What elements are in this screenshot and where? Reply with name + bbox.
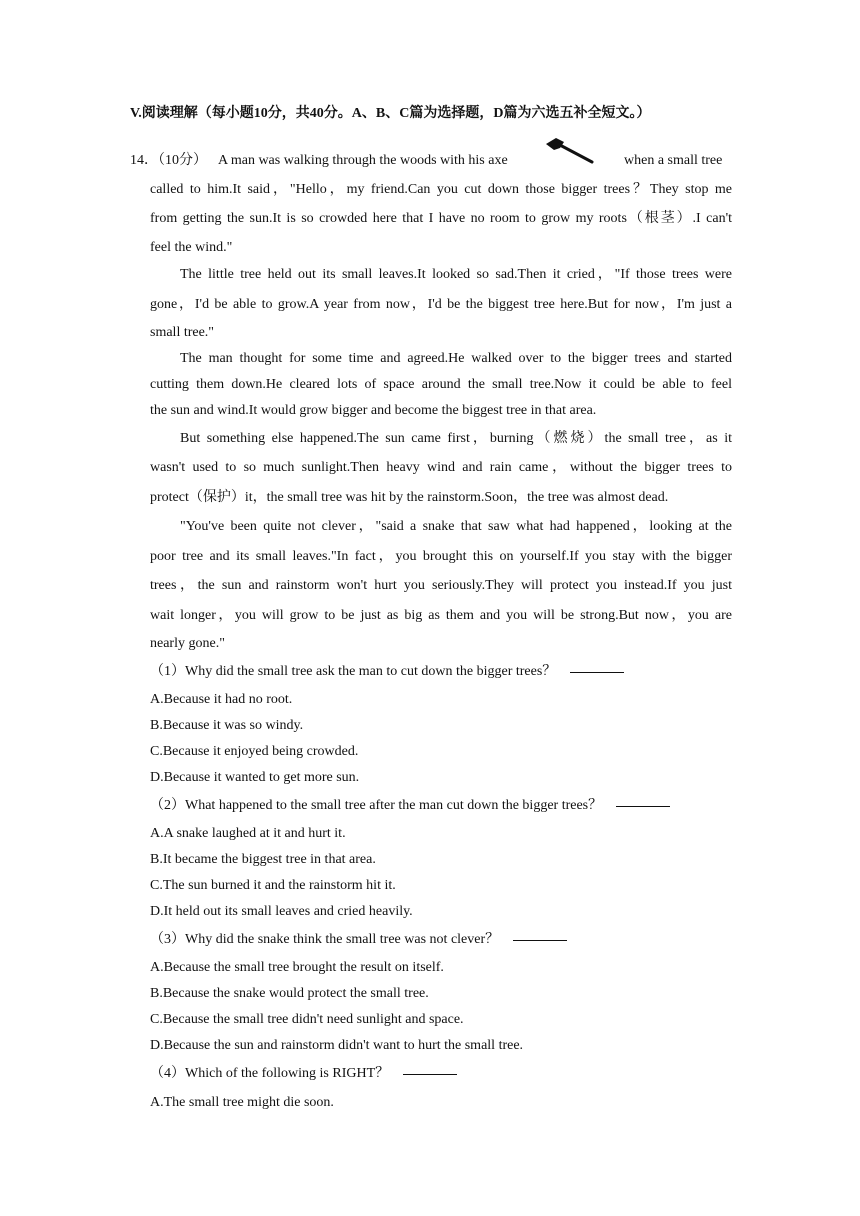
answer-option: A.Because the small tree brought the result on itself. — [150, 960, 444, 975]
answer-option: D.Because it wanted to get more sun. — [150, 770, 360, 785]
answer-option: C.Because it enjoyed being crowded. — [150, 744, 359, 759]
section-title: V.阅读理解（每小题10分，共40分。A、B、C篇为选择题，D篇为六选五补全短文。） — [130, 106, 651, 121]
passage-line: cutting them down.He cleared lots of space around the small tree.Now it could be able to feel — [150, 377, 732, 392]
passage-line: the sun and wind.It would grow bigger and become the biggest tree in that area. — [150, 403, 597, 418]
answer-option: A.The small tree might die soon. — [150, 1095, 334, 1110]
answer-option: A.A snake laughed at it and hurt it. — [150, 826, 346, 841]
answer-blank — [513, 939, 567, 941]
answer-option: D.Because the sun and rainstorm didn't want to hurt the small tree. — [150, 1038, 524, 1053]
subquestion-prompt: （1）Why did the small tree ask the man to cut down the bigger trees？ — [150, 663, 624, 681]
passage-line: from getting the sun.It is so crowded here that I have no room to grow my roots（根茎）.I can't — [150, 211, 732, 226]
passage-line: A man was walking through the woods with his axe — [218, 153, 508, 168]
answer-option: A.Because it had no root. — [150, 692, 293, 707]
passage-line: The little tree held out its small leaves.It looked so sad.Then it cried，"If those trees were — [180, 267, 732, 282]
subquestion-prompt: （4）Which of the following is RIGHT？ — [150, 1065, 457, 1083]
answer-option: B.Because it was so windy. — [150, 718, 304, 733]
passage-line: But something else happened.The sun came first，burning（燃烧）the small tree，as it — [180, 431, 732, 446]
subquestion-prompt: （3）Why did the snake think the small tree was not clever？ — [150, 931, 567, 949]
passage-line: nearly gone." — [150, 636, 225, 651]
answer-blank — [403, 1073, 457, 1075]
passage-line: The man thought for some time and agreed.He walked over to the bigger trees and started — [180, 351, 732, 366]
answer-option: C.Because the small tree didn't need sunlight and space. — [150, 1012, 464, 1027]
passage-line: wasn't used to so much sunlight.Then heavy wind and rain came，without the bigger trees to — [150, 460, 732, 475]
passage-line: poor tree and its small leaves."In fact，you brought this on yourself.If you stay with the bigger — [150, 549, 732, 564]
passage-line: "You've been quite not clever，"said a snake that saw what had happened，looking at the — [180, 519, 732, 534]
subquestion-prompt: （2）What happened to the small tree after the man cut down the bigger trees？ — [150, 797, 670, 815]
question-number: 14．（10分） — [130, 153, 207, 168]
passage-line: wait longer，you will grow to be just as big as them and you will be strong.But now，you are — [150, 608, 732, 623]
answer-blank — [616, 805, 670, 807]
axe-icon — [544, 136, 594, 166]
answer-blank — [570, 671, 624, 673]
passage-line: protect（保护）it，the small tree was hit by the rainstorm.Soon，the tree was almost dead. — [150, 490, 669, 505]
passage-line: when a small tree — [624, 153, 723, 168]
answer-option: C.The sun burned it and the rainstorm hit it. — [150, 878, 396, 893]
passage-line: feel the wind." — [150, 240, 233, 255]
passage-line: called to him.It said，"Hello，my friend.Can you cut down those bigger trees？They stop me — [150, 182, 732, 197]
answer-option: B.It became the biggest tree in that area. — [150, 852, 376, 867]
passage-line: trees，the sun and rainstorm won't hurt you seriously.They will protect you instead.If you just — [150, 578, 732, 593]
answer-option: D.It held out its small leaves and cried heavily. — [150, 904, 413, 919]
passage-line: gone，I'd be able to grow.A year from now，I'd be the biggest tree here.But for now，I'm just a — [150, 297, 732, 312]
answer-option: B.Because the snake would protect the small tree. — [150, 986, 429, 1001]
passage-line: small tree." — [150, 325, 215, 340]
